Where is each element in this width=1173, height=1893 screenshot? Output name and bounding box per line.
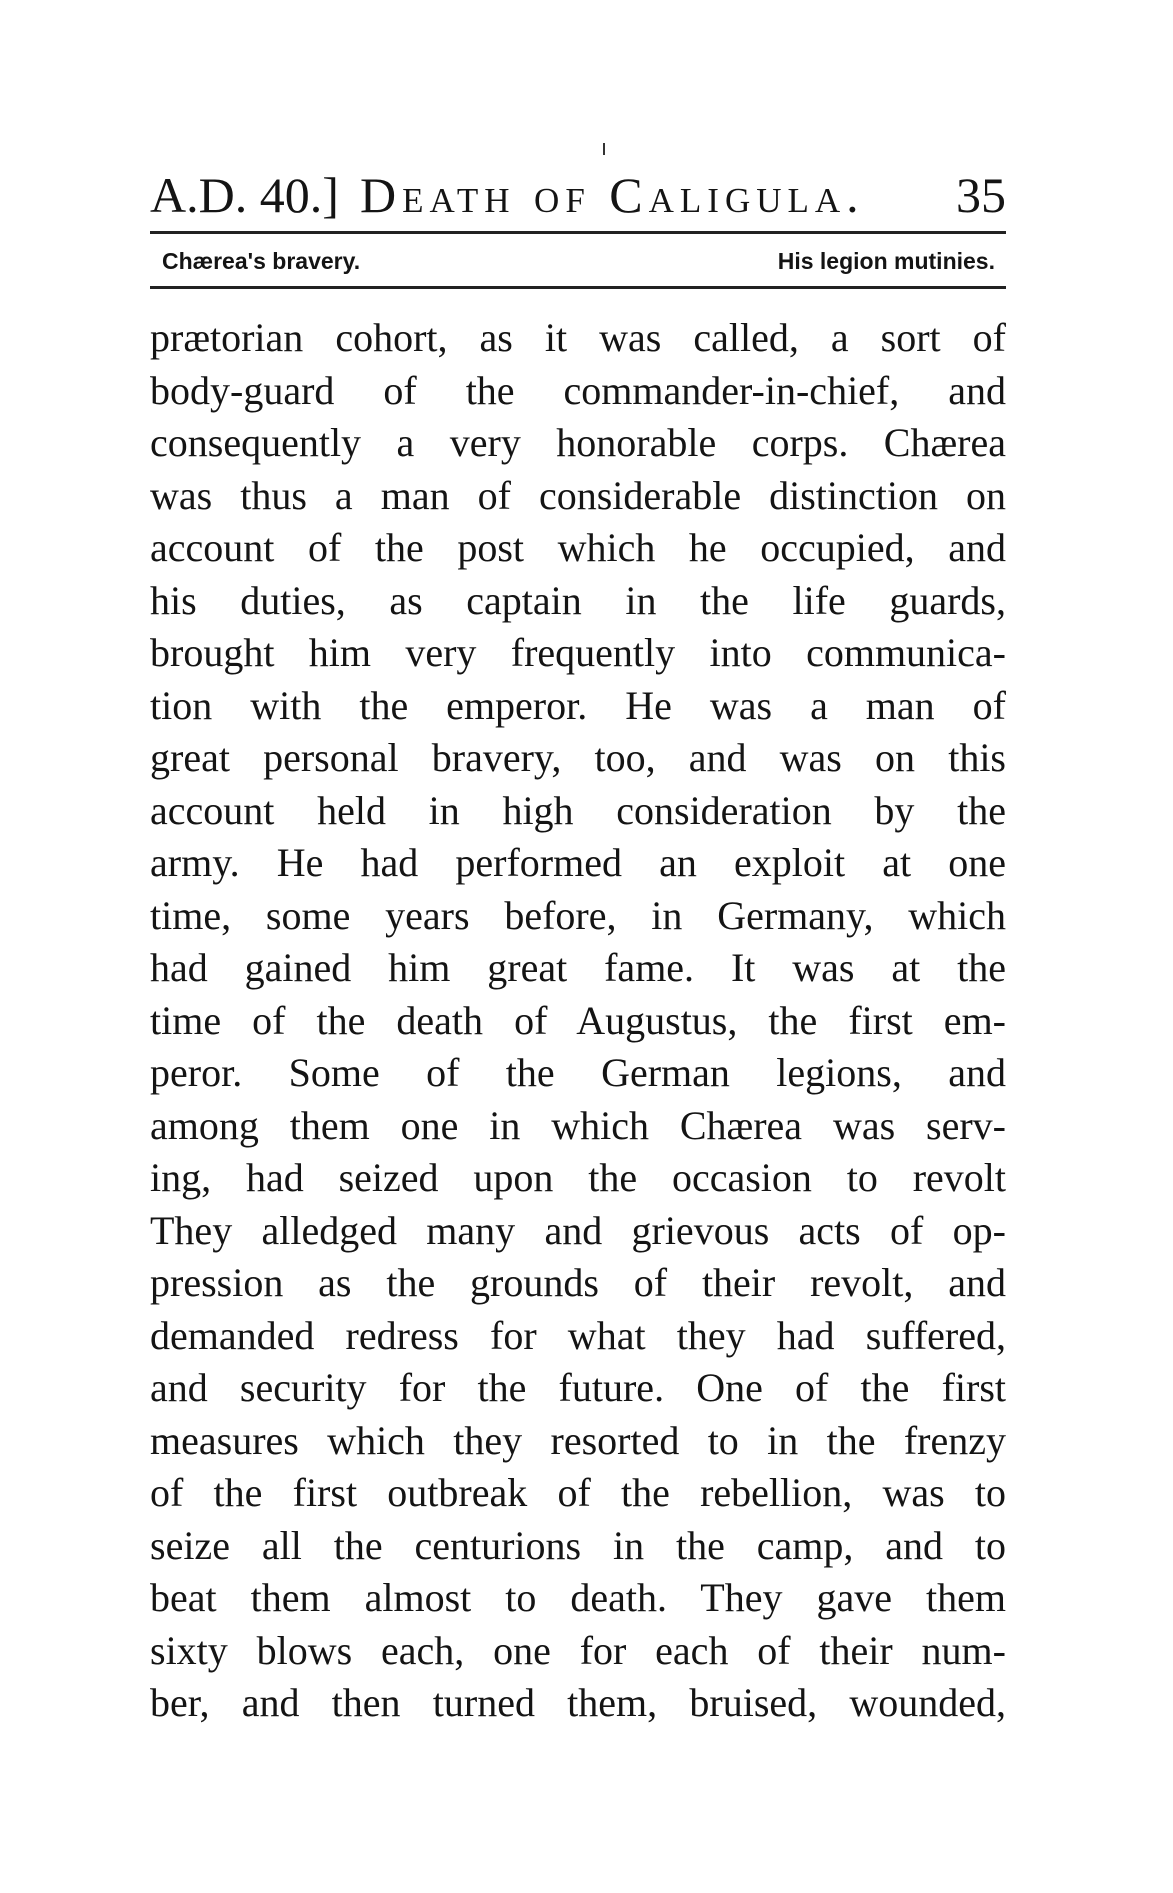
text-line: account held in high consideration by the: [150, 787, 1006, 833]
text-line: army. He had performed an exploit at one: [150, 840, 1006, 885]
text-line: great personal bravery, too, and was on this: [150, 735, 1006, 780]
sidenote-right: His legion mutinies.: [777, 248, 995, 274]
text-line: among them one in which Chærea was serv-: [150, 1102, 1006, 1148]
text-line: consequently a very honorable corps. Chærea: [150, 420, 1006, 465]
text-line: beat them almost to death. They gave them: [150, 1575, 1006, 1620]
text-line: ing, had seized upon the occasion to revolt: [150, 1155, 1006, 1200]
text-line: body-guard of the commander-in-chief, and: [150, 367, 1006, 413]
header-rule-top: [150, 231, 1006, 234]
running-head: [150, 165, 1006, 225]
text-line: account of the post which he occupied, and: [150, 525, 1006, 570]
text-line: and security for the future. One of the first: [150, 1365, 1006, 1410]
scan-mark: [603, 143, 605, 155]
sidenotes: [162, 243, 995, 279]
text-line: measures which they resorted to in the frenzy: [150, 1417, 1006, 1463]
body-text: [150, 312, 1006, 1730]
text-line: time of the death of Augustus, the first em-: [150, 997, 1006, 1043]
header-date: A.D. 40.]: [150, 167, 339, 223]
text-line: was thus a man of considerable distinction on: [150, 472, 1006, 518]
chapter-title: Death of Caligula.: [360, 167, 865, 223]
text-line: prætorian cohort, as it was called, a sort of: [150, 315, 1006, 360]
header-rule-bottom: [150, 286, 1006, 289]
text-line: his duties, as captain in the life guards,: [150, 577, 1006, 623]
text-line: ber, and then turned them, bruised, wounded,: [150, 1680, 1006, 1725]
text-line: They alledged many and grievous acts of op-: [150, 1207, 1006, 1253]
text-line: of the first outbreak of the rebellion, was to: [150, 1470, 1006, 1515]
text-line: had gained him great fame. It was at the: [150, 945, 1006, 990]
text-line: brought him very frequently into communica-: [150, 630, 1006, 675]
text-line: sixty blows each, one for each of their num-: [150, 1627, 1006, 1673]
text-line: demanded redress for what they had suffered,: [150, 1312, 1006, 1358]
page-number: 35: [956, 167, 1006, 223]
sidenote-left: Chærea's bravery.: [162, 248, 361, 274]
text-line: pression as the grounds of their revolt, and: [150, 1260, 1006, 1305]
text-line: time, some years before, in Germany, which: [150, 892, 1006, 938]
text-line: seize all the centurions in the camp, and to: [150, 1522, 1006, 1568]
text-line: tion with the emperor. He was a man of: [150, 682, 1006, 728]
text-line: peror. Some of the German legions, and: [150, 1050, 1006, 1095]
